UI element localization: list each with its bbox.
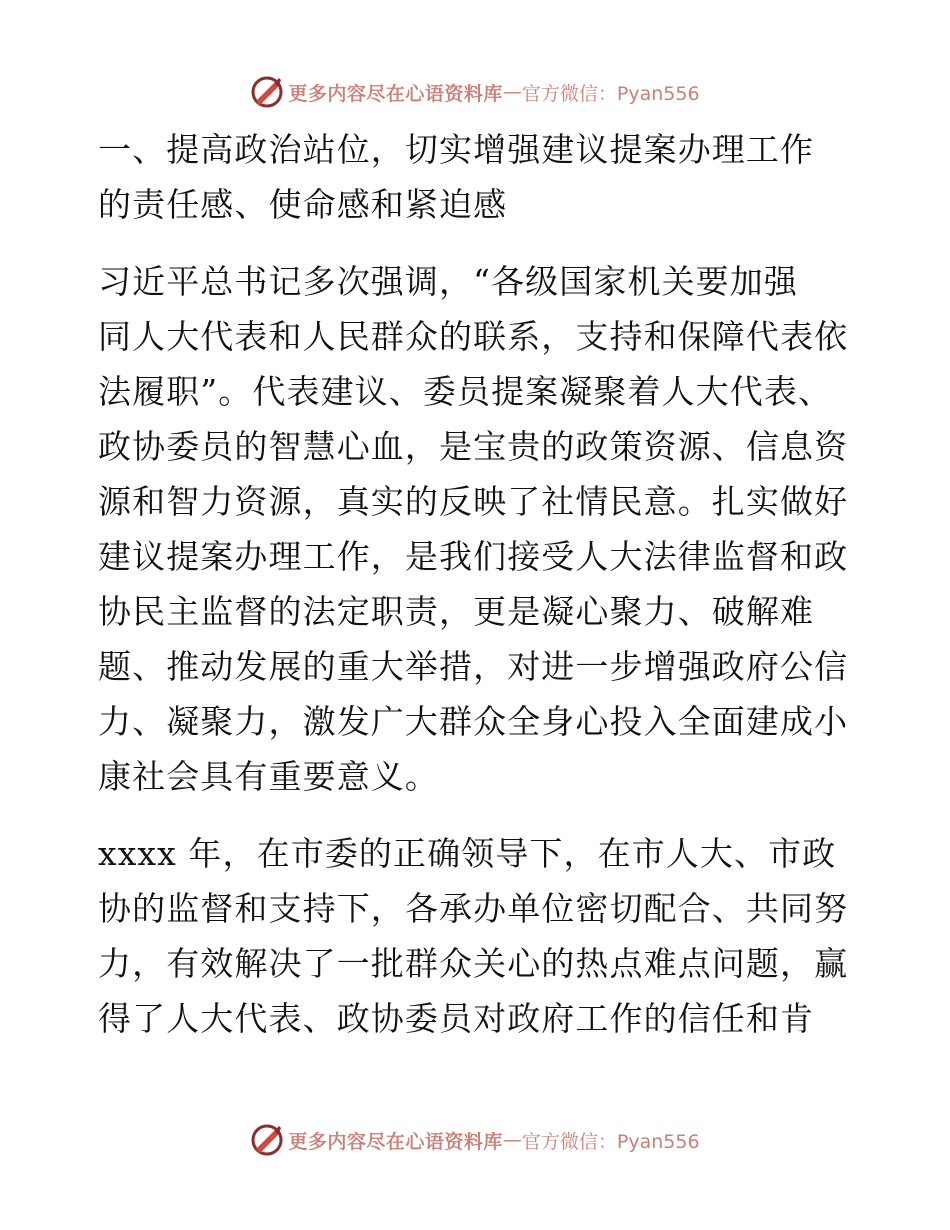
paragraph-line: 得了人大代表、政协委员对政府工作的信任和肯 xyxy=(98,999,815,1038)
brand-logo-icon xyxy=(250,75,284,109)
paragraph-line: 康社会具有重要意义。 xyxy=(98,757,439,796)
header-watermark xyxy=(0,72,950,112)
paragraph-line: 力、凝聚力，激发广大群众全身心投入全面建成小 xyxy=(98,702,849,741)
paragraph-1 xyxy=(98,254,858,804)
paragraph-line: 力，有效解决了一批群众关心的热点难点问题，赢 xyxy=(98,944,849,983)
paragraph-line: 同人大代表和人民群众的联系，支持和保障代表依 xyxy=(98,317,849,356)
paragraph-line: 源和智力资源，真实的反映了社情民意。扎实做好 xyxy=(98,482,849,521)
paragraph-line: 题、推动发展的重大举措，对进一步增强政府公信 xyxy=(98,647,849,686)
paragraph-line: xxxx 年，在市委的正确领导下，在市人大、市政 xyxy=(98,834,837,873)
watermark-separator: — xyxy=(502,1129,522,1151)
heading-line: 的责任感、使命感和紧迫感 xyxy=(98,185,508,224)
heading-line: 一、提高政治站位，切实增强建议提案办理工作 xyxy=(98,130,815,169)
watermark-contact-text: 官方微信：Pyan556 xyxy=(521,1130,700,1153)
paragraph-line: 协民主监督的法定职责，更是凝心聚力、破解难 xyxy=(98,592,815,631)
paragraph-line: 习近平总书记多次强调，“各级国家机关要加强 xyxy=(98,262,798,301)
paragraph-line: 协的监督和支持下，各承办单位密切配合、共同努 xyxy=(98,889,849,928)
paragraph-2 xyxy=(98,826,858,1046)
paragraph-line: 建议提案办理工作，是我们接受人大法律监督和政 xyxy=(98,537,849,576)
watermark-brand-text: 更多内容尽在心语资料库 xyxy=(288,82,503,105)
brand-logo-icon xyxy=(250,1123,284,1157)
paragraph-line: 政协委员的智慧心血，是宝贵的政策资源、信息资 xyxy=(98,427,849,466)
watermark-separator: — xyxy=(502,81,522,103)
document-body xyxy=(98,122,858,1046)
footer-watermark xyxy=(0,1120,950,1160)
paragraph-line: 法履职”。代表建议、委员提案凝聚着人大代表、 xyxy=(98,372,833,411)
watermark-contact-text: 官方微信：Pyan556 xyxy=(521,82,700,105)
watermark-brand-text: 更多内容尽在心语资料库 xyxy=(288,1130,503,1153)
section-heading xyxy=(98,122,858,232)
